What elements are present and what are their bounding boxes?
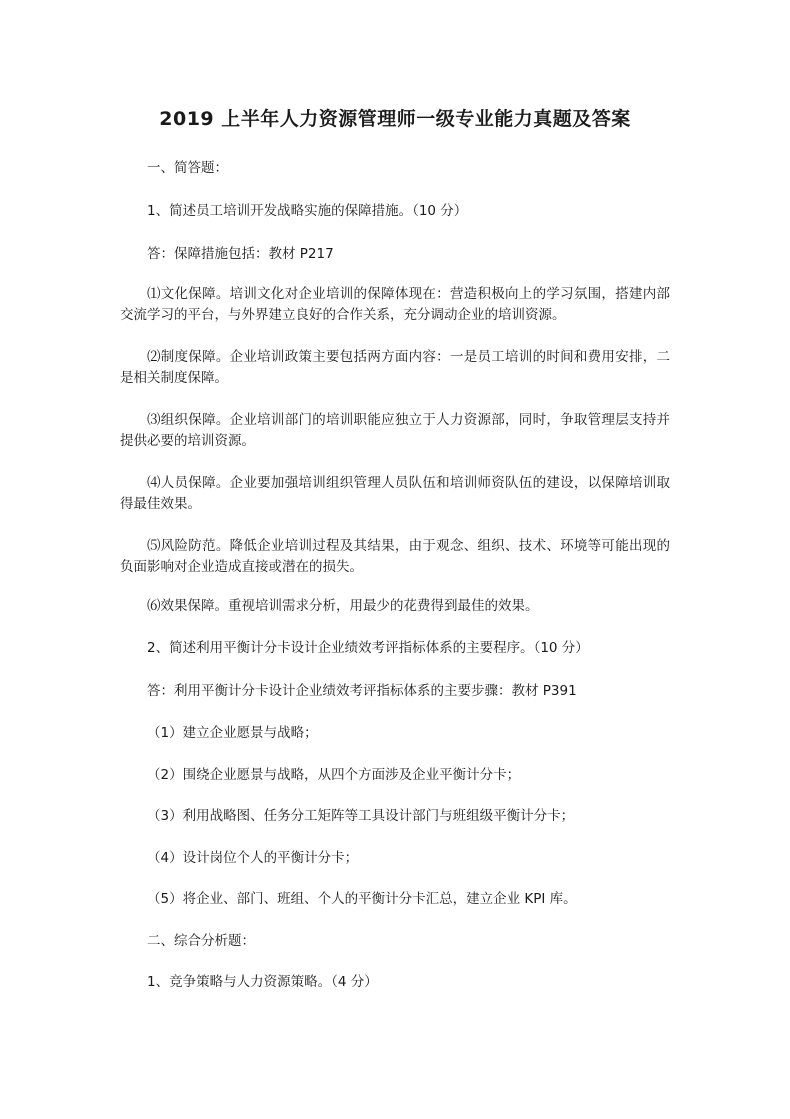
section-1-heading: 一、简答题： xyxy=(147,160,228,176)
answer-item-system: ⑵制度保障。企业培训政策主要包括两方面内容：一是员工培训的时间和费用安排，二是相关制度保障。 xyxy=(120,349,670,386)
step-item-1: （1）建立企业愿景与战略； xyxy=(147,725,318,741)
section-2-question-1: 1、竞争策略与人力资源策略。（4 分） xyxy=(147,974,378,990)
answer-item-culture: ⑴文化保障。培训文化对企业培训的保障体现在：营造积极向上的学习氛围，搭建内部交流学习的平台，与外界建立良好的合作关系，充分调动企业的培训资源。 xyxy=(120,286,670,323)
document-title: 2019 上半年人力资源管理师一级专业能力真题及答案 xyxy=(159,108,631,130)
question-1-answer: 答：保障措施包括：教材 P217 xyxy=(147,246,334,262)
answer-item-organization: ⑶组织保障。企业培训部门的培训职能应独立于人力资源部，同时，争取管理层支持并提供必要的培训资源。 xyxy=(120,412,670,449)
step-item-3: （3）利用战略图、任务分工矩阵等工具设计部门与班组级平衡计分卡； xyxy=(147,808,575,824)
section-2-heading: 二、综合分析题： xyxy=(147,933,255,949)
step-item-5: （5）将企业、部门、班组、个人的平衡计分卡汇总，建立企业 KPI 库。 xyxy=(147,891,577,907)
answer-item-risk: ⑸风险防范。降低企业培训过程及其结果，由于观念、组织、技术、环境等可能出现的负面影响对企业造成直接或潜在的损失。 xyxy=(120,538,670,575)
step-item-4: （4）设计岗位个人的平衡计分卡； xyxy=(147,850,359,866)
question-2-answer: 答：利用平衡计分卡设计企业绩效考评指标体系的主要步骤：教材 P391 xyxy=(147,683,577,699)
step-item-2: （2）围绕企业愿景与战略，从四个方面涉及企业平衡计分卡； xyxy=(147,767,521,783)
question-2: 2、简述利用平衡计分卡设计企业绩效考评指标体系的主要程序。（10 分） xyxy=(147,640,589,656)
answer-item-effect: ⑹效果保障。重视培训需求分析，用最少的花费得到最佳的效果。 xyxy=(147,598,539,614)
question-1: 1、简述员工培训开发战略实施的保障措施。（10 分） xyxy=(147,203,468,219)
answer-item-personnel: ⑷人员保障。企业要加强培训组织管理人员队伍和培训师资队伍的建设，以保障培训取得最佳效果。 xyxy=(120,475,670,512)
